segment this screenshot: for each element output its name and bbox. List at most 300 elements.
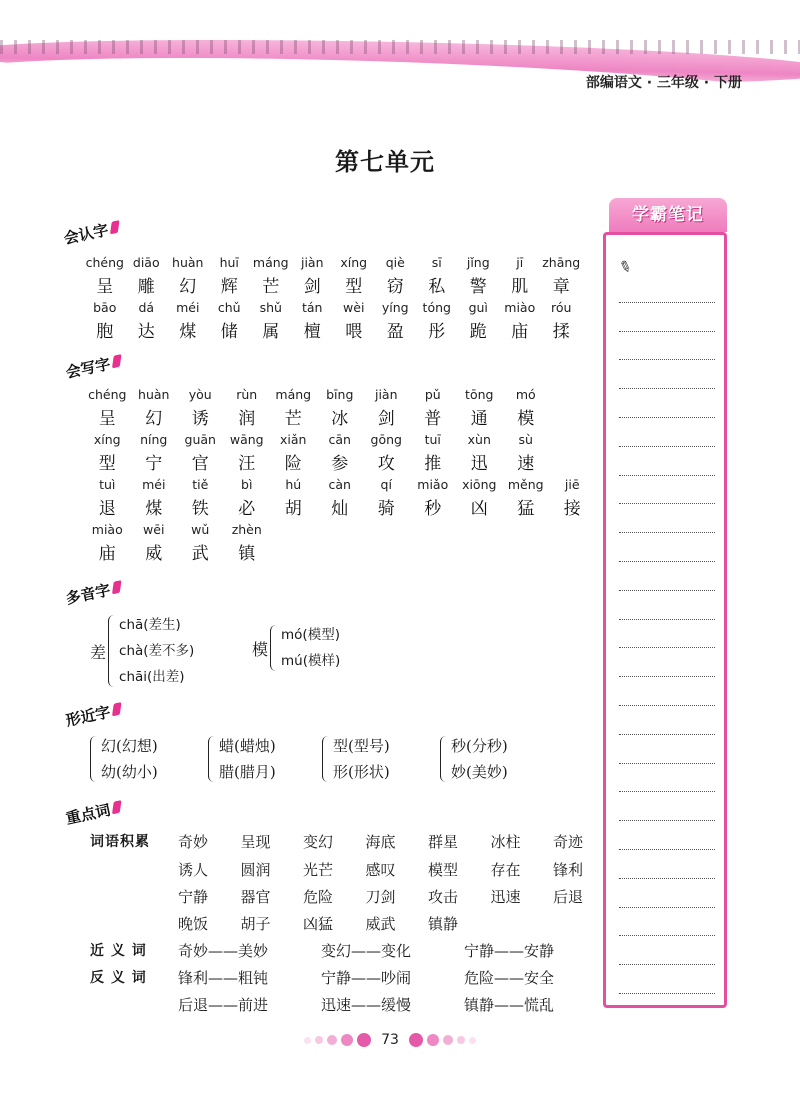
pencil-icon: ✎ [616, 256, 635, 278]
pinyin: xùn [467, 432, 491, 447]
pinyin: tuì [99, 477, 116, 492]
similar-item: 幻(幻想) [101, 737, 158, 755]
char-cell [375, 300, 417, 342]
char-cell [416, 300, 458, 342]
char-cell [375, 255, 417, 297]
pinyin: càn [328, 477, 351, 492]
dot [341, 1034, 353, 1046]
char-cell [363, 387, 410, 429]
polyphone-char: 模 [252, 639, 269, 659]
key-word: 光芒 [303, 861, 334, 879]
pinyin: máng [275, 387, 312, 402]
pinyin: miào [504, 300, 536, 315]
char-cell [499, 255, 541, 297]
pinyin: bāo [93, 300, 117, 315]
section-label-key-words: 重点词 [64, 797, 123, 829]
char-cell [84, 522, 131, 564]
key-word: 镇静 [428, 915, 459, 933]
hanzi: 警 [469, 277, 487, 297]
hanzi: 型 [345, 277, 363, 297]
char-row [84, 300, 582, 342]
hanzi: 芒 [284, 409, 302, 429]
key-word: 后退 [553, 888, 584, 906]
hanzi: 辉 [220, 277, 238, 297]
antonym-pair: 后退——前进 [178, 996, 269, 1014]
char-cell [317, 432, 364, 474]
dot [443, 1035, 453, 1045]
polyphone-item: mó(模型) [281, 627, 340, 643]
char-cell [503, 387, 550, 429]
hanzi: 威 [145, 544, 163, 564]
pinyin: wāng [229, 432, 264, 447]
polyphone-item: mú(模样) [281, 653, 341, 669]
pinyin: guì [468, 300, 488, 315]
char-cell [456, 387, 503, 429]
key-word: 变幻 [303, 833, 334, 851]
key-words-row [90, 911, 491, 937]
pinyin: gōng [370, 432, 402, 447]
char-cell [270, 387, 317, 429]
pinyin: dá [138, 300, 155, 315]
hanzi: 盈 [386, 322, 404, 342]
note-line[interactable] [619, 677, 715, 706]
notes-lines[interactable] [619, 274, 715, 994]
pinyin: sù [518, 432, 533, 447]
key-word: 锋利 [553, 861, 584, 879]
hanzi: 型 [98, 454, 116, 474]
hanzi: 幻 [145, 409, 163, 429]
char-cell [224, 522, 271, 564]
char-cell [126, 300, 168, 342]
dot [457, 1036, 465, 1044]
char-cell [456, 432, 503, 474]
hanzi: 宁 [145, 454, 163, 474]
pinyin: xiōng [462, 477, 497, 492]
char-cell [131, 387, 178, 429]
key-words-row [90, 884, 678, 910]
pen-icon [112, 800, 122, 814]
brace [270, 625, 278, 671]
char-cell [541, 255, 583, 297]
hanzi: 润 [238, 409, 256, 429]
char-cell [224, 432, 271, 474]
pen-icon [112, 580, 122, 594]
note-line[interactable] [619, 965, 715, 994]
char-cell [84, 432, 131, 474]
key-word: 圆润 [240, 861, 271, 879]
key-word: 刀剑 [365, 888, 396, 906]
polyphone-group [90, 612, 194, 690]
char-row [84, 255, 582, 297]
note-line[interactable] [619, 533, 715, 562]
hanzi: 冰 [331, 409, 349, 429]
char-cell [292, 255, 334, 297]
note-line[interactable] [619, 504, 715, 533]
pinyin: wèi [343, 300, 365, 315]
key-word: 晚饭 [178, 915, 209, 933]
key-word: 胡子 [240, 915, 271, 933]
synonym-label: 近 义 词 [90, 943, 147, 959]
antonyms-row [90, 992, 607, 1018]
pinyin: tiě [192, 477, 209, 492]
hanzi: 接 [563, 499, 581, 519]
key-word: 宁静 [178, 888, 209, 906]
char-row [84, 387, 549, 429]
pinyin: chéng [88, 387, 127, 402]
hanzi: 雕 [137, 277, 155, 297]
synonyms-row [90, 938, 607, 964]
hanzi: 呈 [96, 277, 114, 297]
hanzi: 肌 [511, 277, 529, 297]
polyphone-group [252, 622, 340, 674]
antonym-pair: 迅速——缓慢 [321, 996, 412, 1014]
brace [440, 736, 448, 782]
pinyin: bīng [326, 387, 354, 402]
page-number: 73 [381, 1032, 399, 1048]
key-word: 奇迹 [553, 833, 584, 851]
pinyin: huàn [138, 387, 170, 402]
hanzi: 胞 [96, 322, 114, 342]
char-cell [131, 522, 178, 564]
pen-icon [112, 354, 122, 368]
hanzi: 险 [284, 454, 302, 474]
char-cell [410, 477, 457, 519]
hanzi: 汪 [238, 454, 256, 474]
pinyin: tóng [422, 300, 451, 315]
pinyin: pǔ [424, 387, 441, 402]
hanzi: 骑 [377, 499, 395, 519]
hanzi: 剑 [303, 277, 321, 297]
brace [90, 736, 98, 782]
char-cell [410, 387, 457, 429]
pinyin: qí [380, 477, 392, 492]
pinyin: miào [91, 522, 123, 537]
hanzi: 官 [191, 454, 209, 474]
note-line[interactable] [619, 389, 715, 418]
char-cell [177, 522, 224, 564]
pinyin: huàn [172, 255, 204, 270]
pinyin: zhāng [542, 255, 581, 270]
key-word: 凶猛 [303, 915, 334, 933]
pinyin: chǔ [217, 300, 241, 315]
char-row [84, 477, 596, 519]
key-word: 呈现 [240, 833, 271, 851]
antonym-label: 反 义 词 [90, 970, 147, 986]
pinyin: miǎo [417, 477, 449, 492]
pinyin: mó [515, 387, 536, 402]
synonym-pair: 宁静——安静 [464, 942, 555, 960]
pinyin: qiè [385, 255, 405, 270]
similar-item: 型(型号) [333, 737, 390, 755]
hanzi: 达 [137, 322, 155, 342]
pen-icon [110, 220, 120, 234]
char-cell [167, 300, 209, 342]
hanzi: 彤 [428, 322, 446, 342]
pinyin: tōng [465, 387, 494, 402]
key-word: 冰柱 [490, 833, 521, 851]
char-cell [126, 255, 168, 297]
note-line[interactable] [619, 562, 715, 591]
note-line[interactable] [619, 591, 715, 620]
note-line[interactable] [619, 764, 715, 793]
brace [208, 736, 216, 782]
char-cell [250, 255, 292, 297]
char-cell [458, 300, 500, 342]
note-line[interactable] [619, 303, 715, 332]
char-cell [333, 300, 375, 342]
char-cell [416, 255, 458, 297]
unit-title: 第七单元 [335, 148, 435, 176]
pinyin: jiàn [300, 255, 324, 270]
note-line[interactable] [619, 908, 715, 937]
hanzi: 属 [262, 322, 280, 342]
section-label-similar: 形近字 [64, 699, 123, 731]
char-cell [84, 255, 126, 297]
key-word: 模型 [428, 861, 459, 879]
dot [304, 1037, 311, 1044]
char-cell [84, 477, 131, 519]
note-line[interactable] [619, 418, 715, 447]
char-cell [84, 387, 131, 429]
hanzi: 秒 [424, 499, 442, 519]
similar-item: 腊(腊月) [219, 763, 276, 781]
pinyin: yòu [188, 387, 212, 402]
similar-item: 妙(美妙) [451, 763, 508, 781]
synonym-pair: 变幻——变化 [321, 942, 412, 960]
note-line[interactable] [619, 735, 715, 764]
pinyin: sī [431, 255, 442, 270]
pinyin: měng [507, 477, 544, 492]
pinyin: jiàn [374, 387, 398, 402]
char-cell [503, 432, 550, 474]
char-cell [317, 477, 364, 519]
hanzi: 通 [470, 409, 488, 429]
hanzi: 幻 [179, 277, 197, 297]
hanzi: 檀 [303, 322, 321, 342]
char-cell [177, 477, 224, 519]
pinyin: jī [516, 255, 524, 270]
hanzi: 铁 [191, 499, 209, 519]
hanzi: 私 [428, 277, 446, 297]
pinyin: cān [328, 432, 351, 447]
pinyin: huī [219, 255, 239, 270]
antonym-pair: 危险——安全 [464, 969, 555, 987]
pinyin: méi [176, 300, 200, 315]
hanzi: 武 [191, 544, 209, 564]
pinyin: wēi [143, 522, 165, 537]
section-label-write: 会写字 [64, 351, 123, 383]
char-cell [224, 477, 271, 519]
pinyin: xíng [93, 432, 121, 447]
key-words-row [90, 857, 678, 883]
pinyin: hú [285, 477, 302, 492]
hanzi: 普 [424, 409, 442, 429]
hanzi: 迅 [470, 454, 488, 474]
hanzi: 参 [331, 454, 349, 474]
antonyms-row [90, 965, 607, 991]
key-word: 威武 [365, 915, 396, 933]
book-title: 部编语文 · 三年级 · 下册 [585, 75, 742, 91]
pinyin: shǔ [259, 300, 282, 315]
char-cell [363, 477, 410, 519]
polyphone-item: chā(差生) [119, 617, 181, 633]
char-cell [499, 300, 541, 342]
char-cell [458, 255, 500, 297]
char-row [84, 432, 549, 474]
char-cell [131, 432, 178, 474]
key-word: 迅速 [490, 888, 521, 906]
char-cell [209, 255, 251, 297]
notes-title: 学霸笔记 [609, 198, 727, 232]
dot [315, 1036, 323, 1044]
hanzi: 胡 [284, 499, 302, 519]
similar-group [440, 733, 508, 785]
hanzi: 煤 [145, 499, 163, 519]
pen-icon [112, 702, 122, 716]
hanzi: 诱 [191, 409, 209, 429]
hanzi: 煤 [179, 322, 197, 342]
note-line[interactable] [619, 850, 715, 879]
hanzi: 模 [517, 409, 535, 429]
pinyin: tuī [424, 432, 441, 447]
key-word: 奇妙 [178, 833, 209, 851]
dot [469, 1037, 476, 1044]
hanzi: 攻 [377, 454, 395, 474]
key-words-accumulate-label: 词语积累 [90, 834, 150, 850]
pinyin: méi [142, 477, 166, 492]
header-band-pattern [0, 40, 800, 54]
brace [322, 736, 330, 782]
pinyin: máng [252, 255, 289, 270]
dot [327, 1035, 337, 1045]
hanzi: 推 [424, 454, 442, 474]
pinyin: rùn [236, 387, 258, 402]
similar-group [90, 733, 158, 785]
hanzi: 镇 [238, 544, 256, 564]
page-number-bar [0, 1032, 780, 1048]
similar-item: 幼(幼小) [101, 763, 158, 781]
char-cell [209, 300, 251, 342]
char-cell [541, 300, 583, 342]
pinyin: jǐng [466, 255, 490, 270]
hanzi: 呈 [98, 409, 116, 429]
section-label-polyphone: 多音字 [64, 577, 123, 609]
note-line[interactable] [619, 332, 715, 361]
char-row [84, 522, 270, 564]
note-line[interactable] [619, 706, 715, 735]
note-line[interactable] [619, 620, 715, 649]
key-word: 感叹 [365, 861, 396, 879]
hanzi: 凶 [470, 499, 488, 519]
char-cell [270, 477, 317, 519]
similar-item: 形(形状) [333, 763, 390, 781]
key-word: 攻击 [428, 888, 459, 906]
hanzi: 退 [98, 499, 116, 519]
char-cell [333, 255, 375, 297]
hanzi: 庙 [511, 322, 529, 342]
hanzi: 揉 [552, 322, 570, 342]
hanzi: 猛 [517, 499, 535, 519]
antonym-pair: 宁静——吵闹 [321, 969, 412, 987]
hanzi: 储 [220, 322, 238, 342]
similar-item: 蜡(蜡烛) [219, 737, 276, 755]
pinyin: guān [184, 432, 216, 447]
pinyin: róu [551, 300, 572, 315]
pinyin: tán [302, 300, 323, 315]
polyphone-item: chà(差不多) [119, 643, 195, 659]
note-line[interactable] [619, 821, 715, 850]
key-word: 存在 [490, 861, 521, 879]
antonym-pair: 锋利——粗钝 [178, 969, 269, 987]
pinyin: wǔ [191, 522, 210, 537]
hanzi: 速 [517, 454, 535, 474]
pinyin: zhèn [231, 522, 262, 537]
similar-group [208, 733, 276, 785]
key-word: 诱人 [178, 861, 209, 879]
char-cell [177, 387, 224, 429]
note-line[interactable] [619, 936, 715, 965]
key-word: 群星 [428, 833, 459, 851]
antonym-pair: 镇静——慌乱 [464, 996, 555, 1014]
char-cell [224, 387, 271, 429]
key-word: 器官 [240, 888, 271, 906]
char-cell [292, 300, 334, 342]
note-line[interactable] [619, 360, 715, 389]
hanzi: 必 [238, 499, 256, 519]
char-cell [503, 477, 550, 519]
note-line[interactable] [619, 476, 715, 505]
dot [427, 1034, 439, 1046]
char-cell [549, 477, 596, 519]
hanzi: 庙 [98, 544, 116, 564]
pinyin: níng [140, 432, 168, 447]
pinyin: bì [241, 477, 253, 492]
similar-group [322, 733, 390, 785]
pinyin: jiē [564, 477, 580, 492]
note-line[interactable] [619, 648, 715, 677]
hanzi: 灿 [331, 499, 349, 519]
pinyin: yíng [381, 300, 409, 315]
similar-item: 秒(分秒) [451, 737, 508, 755]
note-line[interactable] [619, 792, 715, 821]
pinyin: chéng [85, 255, 124, 270]
synonym-pair: 奇妙——美妙 [178, 942, 269, 960]
char-cell [410, 432, 457, 474]
note-line[interactable] [619, 447, 715, 476]
dot [357, 1033, 371, 1047]
hanzi: 剑 [377, 409, 395, 429]
hanzi: 喂 [345, 322, 363, 342]
section-label-recognize: 会认字 [62, 217, 121, 249]
hanzi: 跪 [469, 322, 487, 342]
char-cell [317, 387, 364, 429]
note-line[interactable] [619, 274, 715, 303]
dot [409, 1033, 423, 1047]
char-cell [270, 432, 317, 474]
polyphone-item: chāi(出差) [119, 669, 185, 685]
char-cell [363, 432, 410, 474]
pinyin: xiǎn [280, 432, 307, 447]
note-line[interactable] [619, 879, 715, 908]
char-cell [167, 255, 209, 297]
key-word: 危险 [303, 888, 334, 906]
key-word: 海底 [365, 833, 396, 851]
brace [108, 615, 116, 687]
key-words-row [90, 829, 678, 855]
hanzi: 章 [552, 277, 570, 297]
pinyin: xíng [340, 255, 368, 270]
pinyin: diāo [132, 255, 160, 270]
